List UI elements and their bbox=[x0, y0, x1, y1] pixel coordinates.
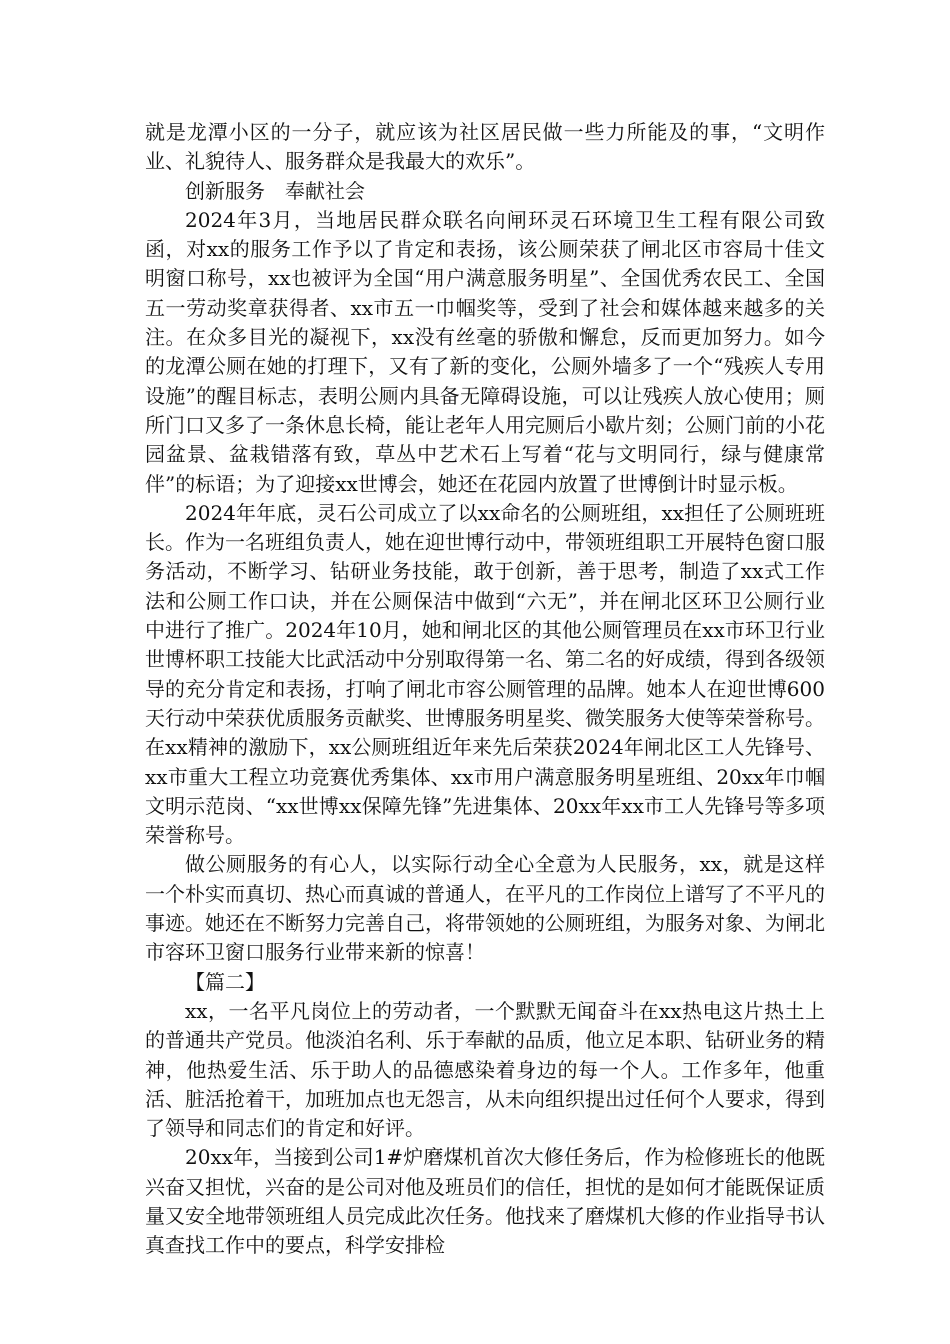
section-heading: 创新服务 奉献社会 bbox=[185, 178, 365, 203]
paragraph: xx，一名平凡岗位上的劳动者，一个默默无闻奋斗在xx热电这片热土上的普通共产党员。他淡泊名利、乐于奉献的品质，他立足本职、钻研业务的精神，他热爱生活、乐于助人的品德感染着身边的每一个人。工作多年，他重活、脏活抢着干，加班加点也无怨言，从未向组织提出过任何个人要求，得到了领导和同志们的肯定和好评。 bbox=[145, 998, 825, 1141]
document-body bbox=[145, 118, 825, 1261]
paragraph: 2024年年底，灵石公司成立了以xx命名的公厕班组，xx担任了公厕班班长。作为一名班组负责人，她在迎世博行动中，带领班组职工开展特色窗口服务活动，不断学习、钻研业务技能，敢于创新，善于思考，制造了xx式工作法和公厕工作口诀，并在公厕保洁中做到“六无”，并在闸北区环卫公厕行业中进行了推广。2024年10月，她和闸北区的其他公厕管理员在xx市环卫行业世博杯职工技能大比武活动中分别取得第一名、第二名的好成绩，得到各级领导的充分肯定和表扬，打响了闸北市容公厕管理的品牌。她本人在迎世博600天行动中荣获优质服务贡献奖、世博服务明星奖、微笑服务大使等荣誉称号。在xx精神的激励下，xx公厕班组近年来先后荣获2024年闸北区工人先锋号、xx市重大工程立功竞赛优秀集体、xx市用户满意服务明星班组、20xx年巾帼文明示范岗、“xx世博xx保障先锋”先进集体、20xx年xx市工人先锋号等多项荣誉称号。 bbox=[145, 500, 825, 848]
section-heading: 【篇二】 bbox=[185, 969, 265, 994]
paragraph: 做公厕服务的有心人，以实际行动全心全意为人民服务，xx，就是这样一个朴实而真切、热心而真诚的普通人，在平凡的工作岗位上谱写了不平凡的事迹。她还在不断努力完善自己，将带领她的公厕班组，为服务对象、为闸北市容环卫窗口服务行业带来新的惊喜！ bbox=[145, 852, 825, 965]
paragraph-continuation: 就是龙潭小区的一分子，就应该为社区居民做一些力所能及的事，“文明作业、礼貌待人、服务群众是我最大的欢乐”。 bbox=[145, 120, 825, 174]
paragraph: 20xx年，当接到公司1#炉磨煤机首次大修任务后，作为检修班长的他既兴奋又担忧，兴奋的是公司对他及班员们的信任，担忧的是如何才能既保证质量又安全地带领班组人员完成此次任务。他找来了磨煤机大修的作业指导书认真查找工作中的要点，科学安排检 bbox=[145, 1145, 825, 1258]
paragraph: 2024年3月，当地居民群众联名向闸环灵石环境卫生工程有限公司致函，对xx的服务工作予以了肯定和表扬，该公厕荣获了闸北区市容局十佳文明窗口称号，xx也被评为全国“用户满意服务明星”、全国优秀农民工、全国五一劳动奖章获得者、xx市五一巾帼奖等，受到了社会和媒体越来越多的关注。在众多目光的凝视下，xx没有丝毫的骄傲和懈怠，反而更加努力。如今的龙潭公厕在她的打理下，又有了新的变化，公厕外墙多了一个“残疾人专用设施”的醒目标志，表明公厕内具备无障碍设施，可以让残疾人放心使用；厕所门口又多了一条休息长椅，能让老年人用完厕后小歇片刻；公厕门前的小花园盆景、盆栽错落有致，草丛中艺术石上写着“花与文明同行，绿与健康常伴”的标语；为了迎接xx世博会，她还在花园内放置了世博倒计时显示板。 bbox=[145, 207, 825, 496]
